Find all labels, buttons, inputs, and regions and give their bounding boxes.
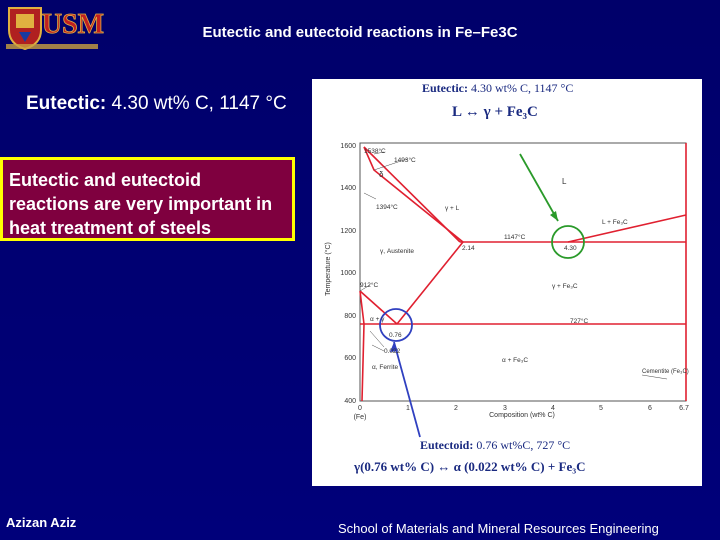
label-0-76: 0.76 — [389, 332, 402, 339]
fe-fe3c-phase-diagram — [312, 79, 702, 486]
y-tick-1000: 1000 — [340, 270, 356, 277]
figure-eutectoid-reaction: γ(0.76 wt% C) ↔ α (0.022 wt% C) + Fe₃C — [354, 459, 586, 474]
label-alpha-gamma: α + γ — [370, 316, 385, 323]
label-727: 727°C — [570, 318, 589, 325]
slide-title: Eutectic and eutectoid reactions in Fe–Fe3C — [202, 24, 518, 41]
x-tick-6-7: 6.7 — [679, 405, 689, 412]
usm-logo-text: USM — [41, 9, 105, 40]
x-origin-label: (Fe) — [353, 414, 367, 421]
x-tick-4: 4 — [551, 405, 555, 412]
eutectic-summary — [26, 93, 287, 115]
figure-eutectoid-title: Eutectoid: 0.76 wt%C, 727 °C — [420, 438, 571, 452]
logo-caption-bar — [6, 44, 98, 49]
label-gamma-austenite: γ, Austenite — [380, 248, 414, 255]
label-liquid: L — [562, 177, 567, 186]
label-2-14: 2.14 — [462, 245, 475, 252]
x-axis-label: Composition (wt% C) — [489, 412, 555, 419]
x-tick-2: 2 — [454, 405, 458, 412]
label-1538: 1538°C — [364, 148, 386, 155]
usm-logo-icon — [41, 5, 105, 40]
x-tick-1: 1 — [406, 405, 410, 412]
label-0-022: 0.022 — [384, 348, 401, 355]
y-tick-1400: 1400 — [340, 185, 356, 192]
y-tick-1600: 1600 — [340, 143, 356, 150]
label-1394: 1394°C — [376, 204, 398, 211]
label-alpha-fe3c: α + Fe₃C — [502, 357, 529, 364]
school-name: School of Materials and Mineral Resources Engineering — [338, 521, 659, 536]
label-gamma-fe3c: γ + Fe₃C — [552, 283, 578, 290]
label-delta: δ — [379, 170, 384, 179]
x-tick-5: 5 — [599, 405, 603, 412]
x-tick-0: 0 — [358, 405, 362, 412]
label-1147: 1147°C — [504, 234, 526, 241]
label-alpha-ferrite: α, Ferrite — [372, 364, 399, 371]
author-name: Azizan Aziz — [6, 515, 77, 530]
label-gamma-l: γ + L — [445, 205, 460, 212]
label-912: 912°C — [360, 282, 379, 289]
label-4-30: 4.30 — [564, 245, 577, 252]
figure-eutectic-title: Eutectic: 4.30 wt% C, 1147 °C — [422, 81, 574, 95]
y-tick-1200: 1200 — [340, 228, 356, 235]
y-tick-600: 600 — [344, 355, 356, 362]
eutectic-summary-label: Eutectic: — [26, 93, 107, 114]
figure-eutectic-reaction: L ↔ γ + Fe₃C — [452, 104, 538, 120]
eutectic-summary-value: 4.30 wt% C, 1147 °C — [106, 93, 287, 114]
label-cementite: Cementite (Fe₃C) — [642, 369, 689, 375]
heat-treatment-callout: Eutectic and eutectoid reactions are very important in heat treatment of steels — [0, 157, 295, 241]
x-tick-6: 6 — [648, 405, 652, 412]
y-tick-400: 400 — [344, 398, 356, 405]
y-tick-800: 800 — [344, 313, 356, 320]
label-l-fe3c: L + Fe₃C — [602, 219, 628, 226]
x-tick-3: 3 — [503, 405, 507, 412]
label-1493: 1493°C — [394, 157, 416, 164]
y-axis-label: Temperature (°C) — [325, 242, 332, 296]
